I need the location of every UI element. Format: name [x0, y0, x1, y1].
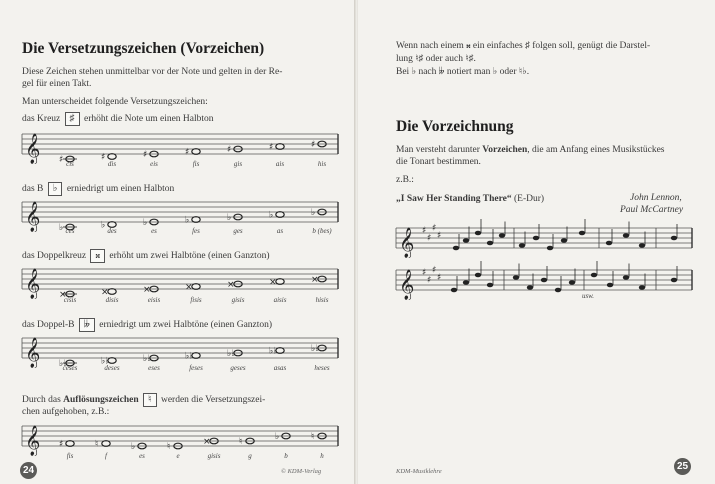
note-name-label: disis [105, 296, 119, 304]
dflat-label: das Doppel-B [22, 320, 75, 330]
accidental: × [185, 282, 193, 293]
dsharp-staff [20, 265, 340, 299]
note-head [671, 278, 677, 283]
accidental: ♯ [59, 439, 64, 450]
whole-note [108, 289, 116, 295]
key-sharp-icon: ♯ [432, 265, 437, 276]
note-name-label: as [276, 227, 284, 235]
double-flat-icon: 𝄫 [438, 67, 445, 77]
note-head [561, 238, 567, 243]
song-line [396, 193, 544, 205]
page-title: Die Versetzungszeichen (Vorzeichen) [22, 40, 265, 57]
natural-text: werden die Versetzungszei- [160, 395, 266, 405]
accidental: ♭♭ [59, 359, 68, 368]
note-name-label: eses [148, 364, 160, 372]
note-head [527, 285, 533, 290]
note-head [555, 288, 561, 293]
whole-note [108, 154, 116, 160]
accidental: × [59, 290, 67, 299]
accidental: ♯ [185, 147, 190, 158]
dsharp-text: erhöht um zwei Halbtöne (einen Ganzton) [109, 251, 270, 261]
dflat-text: erniedrigt um zwei Halbtöne (einen Ganzton) [99, 320, 273, 330]
note-head [671, 236, 677, 241]
note-head [463, 238, 469, 243]
sharp-icon: ♯ [525, 41, 530, 51]
lyric-usw: usw. [581, 292, 595, 300]
example-label: z.B.: [396, 175, 414, 185]
song-key: (E-Dur) [513, 194, 545, 204]
note-name-label: heses [314, 364, 330, 372]
note-head [475, 231, 481, 236]
accidental: ♭ [227, 213, 232, 223]
note-name-label: fisis [190, 296, 202, 304]
note-name-label: ces [65, 227, 75, 235]
accidental: ♭♭ [227, 349, 236, 359]
note-head [487, 241, 493, 246]
accidental: ♭ [311, 208, 316, 218]
double-sharp-icon: 𝄪 [95, 250, 100, 261]
note-head [499, 233, 505, 238]
note-head [607, 283, 613, 288]
note-name-label: g [248, 452, 252, 460]
note-head [606, 241, 612, 246]
accidental: ♮ [239, 437, 243, 447]
footer-left: © KDM-Verlag [281, 468, 322, 475]
dflat-staff [20, 334, 340, 368]
accidental: × [203, 437, 211, 447]
note-name-label: gisis [231, 296, 245, 304]
flat-icon: ♭ [411, 67, 417, 77]
note-head [547, 246, 553, 251]
natural-sharp-icon: ♮♯ [415, 54, 424, 64]
note-name-label: hisis [315, 296, 329, 304]
note-name-label: b (bes) [312, 227, 332, 235]
note-name-label: es [139, 452, 145, 460]
natural-sharp-icon-2: ♮♯ [465, 54, 474, 64]
accidental: ♭ [275, 432, 280, 442]
natural-desc [22, 393, 265, 407]
note-head [453, 246, 459, 251]
note-name-label: b [284, 452, 288, 460]
double-sharp-icon: 𝄪 [466, 41, 471, 51]
note-name-label: ais [275, 160, 285, 168]
note-name-label: asas [273, 364, 287, 372]
accidental: ♭♭ [311, 344, 320, 354]
accidental: ♭ [185, 215, 190, 226]
natural-flat-icon: ♮♭ [518, 67, 527, 77]
note-head [451, 288, 457, 293]
intro-text-2: gel für einen Takt. [22, 79, 92, 89]
accidental: ♭ [59, 223, 64, 232]
note-head [513, 275, 519, 280]
page-number-left: 24 [20, 462, 37, 479]
double-flat-icon: 𝄫 [83, 319, 90, 330]
sharp-text: erhöht die Note um einen Halbton [84, 114, 214, 124]
sharp-desc [22, 112, 214, 126]
dsharp-desc [22, 249, 269, 263]
note-name-label: eis [150, 160, 158, 168]
right-page [358, 0, 715, 484]
whole-note [192, 284, 200, 290]
accidental: ♯ [59, 155, 64, 164]
key-sharp-icon: ♯ [422, 268, 427, 278]
accidental: ♭♭ [143, 354, 152, 364]
whole-note [276, 279, 284, 285]
sharp-staff [20, 130, 340, 164]
natural-icon: ♮ [148, 394, 152, 405]
key-sharp-icon: ♯ [427, 275, 432, 286]
note-name-label: aisis [273, 296, 287, 304]
treble-clef-icon: 𝄞 [25, 269, 41, 299]
accidental: ♯ [101, 152, 106, 163]
left-page [0, 0, 356, 484]
accidental: ♯ [269, 142, 274, 153]
treble-clef-icon: 𝄞 [25, 134, 41, 164]
key-sharp-icon: ♯ [432, 223, 437, 234]
note-name-label: fis [66, 452, 74, 460]
accidental: × [269, 277, 277, 288]
whole-note [276, 144, 284, 150]
dflat-symbol-box [79, 318, 95, 332]
footer-right: KDM-Musiklehre [396, 468, 442, 475]
note-name-label: gisis [207, 452, 221, 460]
note-name-label: f [105, 452, 107, 460]
note-head [519, 243, 525, 248]
key-sharp-icon: ♯ [437, 231, 442, 241]
note-name-label: cisis [63, 296, 77, 304]
accidental: × [311, 275, 319, 285]
accidental: × [101, 287, 109, 298]
whole-note [192, 149, 200, 155]
dflat-desc [22, 318, 272, 332]
accidental: ♭♭ [185, 351, 194, 362]
note-head [579, 231, 585, 236]
note-name-label: es [151, 227, 157, 235]
treble-clef-icon: 𝄞 [25, 338, 41, 368]
note-name-label: dis [107, 160, 117, 168]
note-head [533, 236, 539, 241]
note-head [591, 273, 597, 278]
accidental: ♯ [227, 145, 232, 155]
note-head [463, 280, 469, 285]
flat-label: das B [22, 184, 44, 194]
whole-note [66, 441, 74, 447]
body-text-1: Man versteht darunter Vorzeichen, die am Anfang eines Musikstückes [396, 145, 665, 155]
natural-label: Durch das [22, 395, 61, 405]
note-name-label: gis [233, 160, 243, 168]
note-head [569, 280, 575, 285]
key-sharp-icon: ♯ [427, 233, 432, 244]
natural-desc-2: chen aufgehoben, z.B.: [22, 407, 110, 417]
flat-icon: ♭ [52, 183, 58, 194]
sharp-symbol-box [65, 112, 80, 126]
flat-text: erniedrigt um einen Halbton [66, 184, 175, 194]
intro-text-1: Diese Zeichen stehen unmittelbar vor der Note und gelten in der Re- [22, 67, 283, 77]
note-head [623, 233, 629, 238]
key-sharp-icon: ♯ [437, 273, 442, 283]
note-name-label: feses [189, 364, 203, 372]
note-name-label: h [320, 452, 324, 460]
sharp-icon: ♯ [69, 113, 75, 124]
note-name-label: deses [104, 364, 120, 372]
note-head [475, 273, 481, 278]
treble-clef-icon: 𝄞 [25, 202, 41, 232]
accidental: × [143, 285, 151, 295]
accidental: ♭ [101, 220, 106, 231]
accidental: ♭ [131, 442, 136, 452]
note-name-label: his [317, 160, 327, 168]
natural-term: Auflösungszeichen [63, 395, 139, 405]
accidental: ♭ [269, 210, 274, 221]
note-head [639, 243, 645, 248]
composer-2: Paul McCartney [620, 205, 684, 215]
body-text-2: die Tonart bestimmen. [396, 157, 481, 167]
song-staff-1 [394, 218, 694, 258]
right-text-1: Wenn nach einem 𝄪 ein einfaches ♯ folgen soll, genügt die Darstel- [396, 41, 651, 51]
note-head [639, 285, 645, 290]
note-head [487, 283, 493, 288]
accidental: ♭ [143, 218, 148, 228]
intro-text-3: Man unterscheidet folgende Versetzungszeichen: [22, 97, 208, 107]
key-sharp-icon: ♯ [422, 226, 427, 236]
note-name-label: des [107, 227, 117, 235]
accidental: ♮ [311, 432, 315, 442]
accidental: ♭♭ [101, 356, 110, 367]
natural-staff [20, 422, 340, 456]
whole-note [102, 441, 110, 447]
accidental: ♮ [167, 442, 171, 452]
whole-note [192, 217, 200, 223]
dsharp-label: das Doppelkreuz [22, 251, 87, 261]
accidental: × [227, 280, 235, 290]
sharp-label: das Kreuz [22, 114, 61, 124]
note-name-label: e [176, 452, 180, 460]
song-staff-2 [394, 260, 694, 300]
note-name-label: fis [192, 160, 200, 168]
note-name-label: cis [66, 160, 74, 168]
whole-note [276, 212, 284, 218]
flat-symbol-box [48, 182, 63, 196]
composer-1: John Lennon, [630, 193, 682, 203]
flat-icon-2: ♭ [492, 67, 498, 77]
accidental: ♯ [311, 140, 316, 150]
note-name-label: eisis [147, 296, 161, 304]
section-title: Die Vorzeichnung [396, 118, 514, 135]
right-text-2: lung ♮♯ oder auch ♮♯. [396, 54, 476, 64]
right-text-3: Bei ♭ nach 𝄫 notiert man ♭ oder ♮♭. [396, 67, 530, 77]
page-number-right: 25 [674, 458, 691, 475]
accidental: ♭♭ [269, 346, 278, 357]
note-head [541, 278, 547, 283]
accidental: ♯ [143, 150, 148, 160]
note-name-label: ceses [62, 364, 78, 372]
note-name-label: fes [192, 227, 200, 235]
treble-clef-icon: 𝄞 [25, 426, 41, 456]
treble-clef-icon: 𝄞 [399, 228, 415, 258]
accidental: ♮ [95, 439, 99, 450]
dsharp-symbol-box [90, 249, 105, 263]
treble-clef-icon: 𝄞 [399, 270, 415, 300]
flat-desc [22, 182, 174, 196]
song-title: „I Saw Her Standing There“ [396, 194, 512, 204]
note-head [623, 275, 629, 280]
natural-symbol-box [143, 393, 157, 407]
note-name-label: ges [233, 227, 243, 235]
note-name-label: geses [230, 364, 246, 372]
